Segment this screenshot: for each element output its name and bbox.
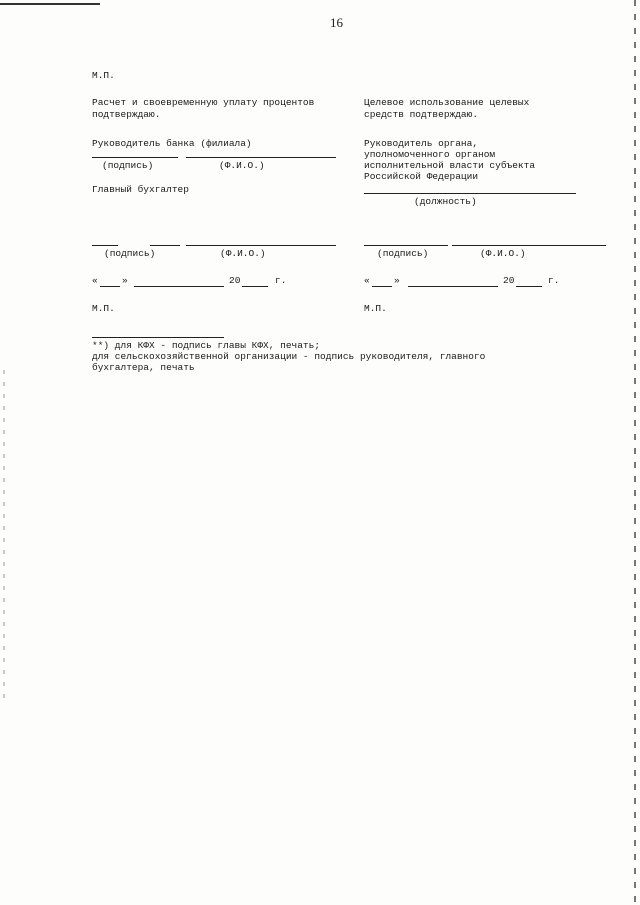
right-confirm-line2: средств подтверждаю.	[364, 109, 479, 120]
left-date-year-suffix: г.	[275, 275, 287, 286]
right-confirm-line1: Целевое использование целевых	[364, 97, 530, 108]
left-date-quote-close: »	[122, 275, 128, 286]
scan-left-edge	[3, 370, 5, 700]
footnote-line3: бухгалтера, печать	[92, 362, 195, 373]
stamp-top: М.П.	[92, 70, 115, 81]
scan-right-edge	[634, 0, 636, 905]
left-stamp: М.П.	[92, 303, 115, 314]
right-signature-line	[364, 245, 448, 246]
right-signature-caption: (подпись)	[377, 248, 429, 259]
footnote-separator	[92, 337, 224, 338]
bank-head-signature-caption: (подпись)	[102, 160, 154, 171]
chief-accountant-fio-line	[186, 245, 336, 246]
chief-accountant-label: Главный бухгалтер	[92, 184, 189, 195]
org-head-line2: уполномоченного органом	[364, 149, 496, 160]
right-date-day-line	[372, 286, 392, 287]
left-date-quote-open: «	[92, 275, 98, 286]
right-stamp: М.П.	[364, 303, 387, 314]
page-number: 16	[330, 15, 343, 30]
chief-accountant-signature-line-a	[92, 245, 118, 246]
bank-head-signature-line	[92, 157, 178, 158]
bank-head-label: Руководитель банка (филиала)	[92, 138, 252, 149]
left-date-year-prefix: 20	[229, 275, 241, 286]
right-date-year-suffix: г.	[548, 275, 560, 286]
right-fio-caption: (Ф.И.О.)	[480, 248, 526, 259]
position-line	[364, 193, 576, 194]
left-confirm-line2: подтверждаю.	[92, 109, 161, 120]
footnote-line2: для сельскохозяйственной организации - подпись руководителя, главного	[92, 351, 486, 362]
bank-head-fio-caption: (Ф.И.О.)	[219, 160, 265, 171]
right-fio-line	[452, 245, 606, 246]
position-caption: (должность)	[414, 196, 477, 207]
right-date-quote-close: »	[394, 275, 400, 286]
left-confirm-line1: Расчет и своевременную уплату процентов	[92, 97, 315, 108]
chief-accountant-fio-caption: (Ф.И.О.)	[220, 248, 266, 259]
right-date-quote-open: «	[364, 275, 370, 286]
right-date-year-line	[516, 286, 542, 287]
chief-accountant-signature-line-b	[150, 245, 180, 246]
org-head-line1: Руководитель органа,	[364, 138, 479, 149]
left-date-day-line	[100, 286, 120, 287]
bank-head-fio-line	[186, 157, 336, 158]
chief-accountant-signature-caption: (подпись)	[104, 248, 156, 259]
footnote-line1: **) для КФХ - подпись главы КФХ, печать;	[92, 340, 321, 351]
right-date-year-prefix: 20	[503, 275, 515, 286]
org-head-line4: Российской Федерации	[364, 171, 479, 182]
left-date-month-line	[134, 286, 224, 287]
org-head-line3: исполнительной власти субъекта	[364, 160, 536, 171]
left-date-year-line	[242, 286, 268, 287]
scan-top-mark	[0, 3, 100, 5]
right-date-month-line	[408, 286, 498, 287]
